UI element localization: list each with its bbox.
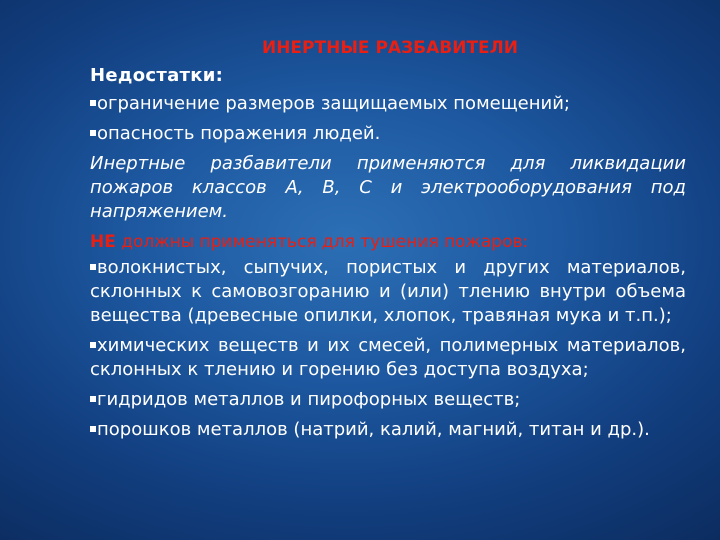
bullet-square-icon [90,396,96,402]
prohibited-item [90,418,686,442]
prohibited-text: порошков металлов (натрий, калий, магний, титан и др.). [97,419,650,440]
prohibited-text: гидридов металлов и пирофорных веществ; [97,389,521,410]
bullet-square-icon [90,426,96,432]
prohibited-item [90,334,686,382]
usage-note: Инертные разбавители применяются для ликвидации пожаров классов А, В, С и электрооборудования под напряжением. [90,153,686,222]
bullet-square-icon [90,130,96,136]
bullet-square-icon [90,264,96,270]
drawback-item [90,122,686,146]
drawback-item [90,92,686,116]
prohibited-item [90,388,686,412]
prohibition-heading [90,230,686,254]
prohibition-strong: НЕ [90,232,116,252]
prohibited-text: волокнистых, сыпучих, пористых и других материалов, склонных к самовозгоранию и (или) тлению внутри объема вещества (древесные опилки, хлопок, травяная мука и т.п.); [90,257,686,326]
prohibited-text: химических веществ и их смесей, полимерных материалов, склонных к тлению и горению без доступа воздуха; [90,335,686,380]
bullet-square-icon [90,342,96,348]
slide-title: ИНЕРТНЫЕ РАЗБАВИТЕЛИ [261,38,519,58]
slide-content [90,64,686,448]
prohibited-item [90,256,686,328]
drawback-text: ограничение размеров защищаемых помещений; [97,93,570,114]
drawbacks-heading: Недостатки: [90,65,224,86]
prohibition-rest: должны применяться для тушения пожаров: [115,232,529,252]
drawback-text: опасность поражения людей. [97,123,381,144]
bullet-square-icon [90,100,96,106]
